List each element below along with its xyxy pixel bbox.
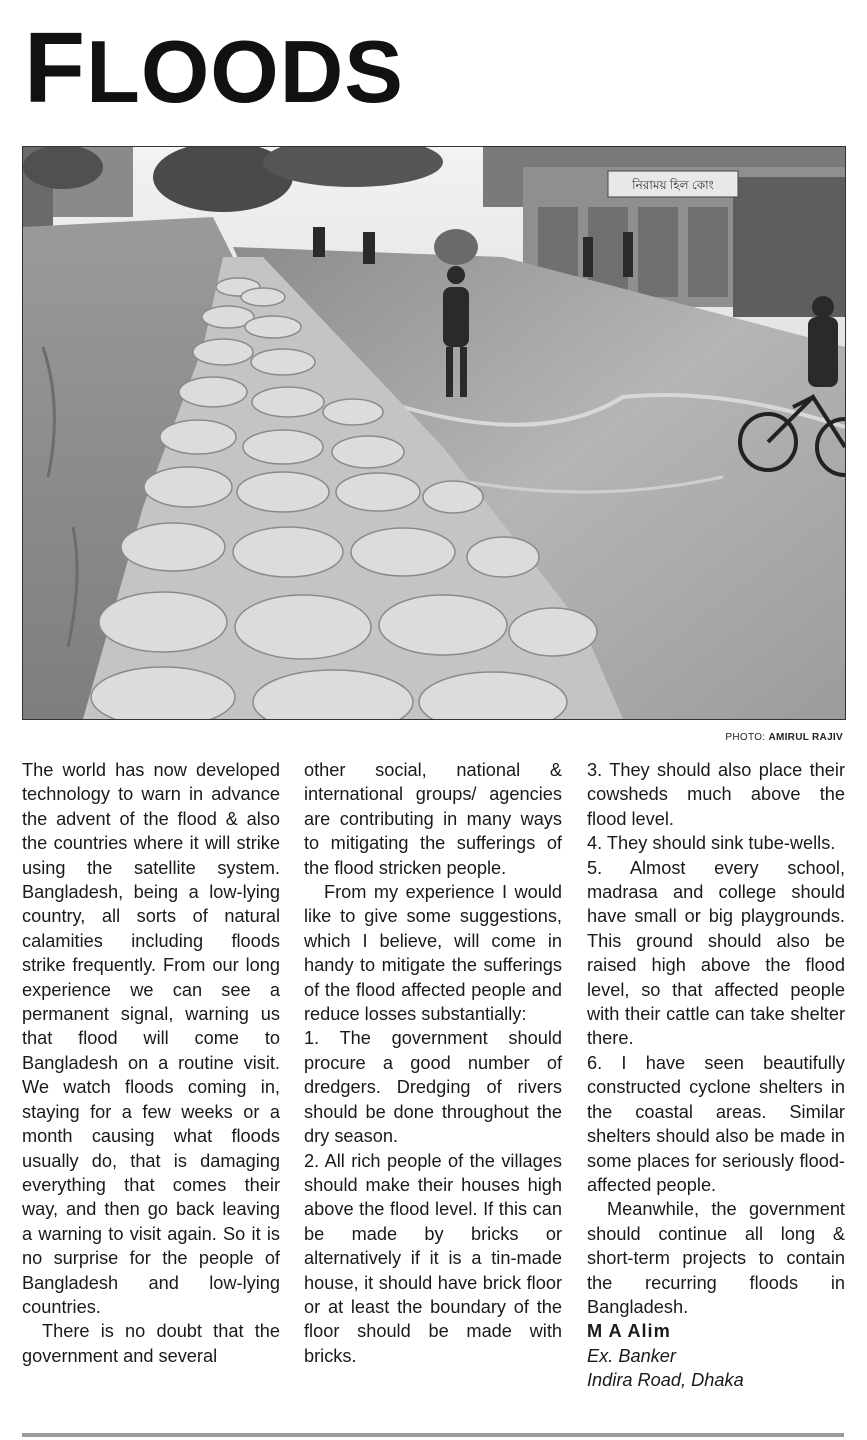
headline-initial: F: [24, 12, 87, 124]
col3-suggestion-4: 4. They should sink tube-wells.: [587, 833, 836, 854]
signature-name: M A Alim: [587, 1321, 671, 1342]
col1-paragraph-1: The world has now developed technology to warn in advance the advent of the flood & also the countries where it will strike using the satellite system. Bangladesh, being a low-lying country, all sorts of natural calamities including floods strike frequently. From our long experience we can see a permanent signal, warning us that flood will come to Bangladesh on a routine visit. We watch floods coming in, staying for a few weeks or a month causing what floods usually do, that is damaging everything that comes their way, and then go back leaving a warning to visit again. So it is no surprise for the people of Bangladesh and low-lying countries.: [22, 760, 280, 1317]
photo-credit-label: PHOTO:: [725, 732, 766, 743]
signature-address: Indira Road, Dhaka: [587, 1370, 744, 1391]
col2-suggestion-1: 1. The government should procure a good number of dredgers. Dredging of rivers should be done throughout the dry season.: [304, 1028, 562, 1147]
col3-suggestion-6: 6. I have seen beautifully constructed cyclone shelters in the coastal areas. Similar shelters should also be made in some places for seriously flood-affected people.: [587, 1052, 845, 1195]
col2-suggestion-2: 2. All rich people of the villages should make their houses high above the flood level. If this can be made by bricks or alternatively if it is a tin-made house, it should have brick floor or at least the boundary of the floor should be made with bricks.: [304, 1150, 562, 1366]
flood-photo: [22, 146, 846, 720]
headline: [24, 12, 404, 124]
col2-paragraph-1: other social, national & international groups/ agencies are contributing in many ways to mitigating the sufferings of the flood stricken people.: [304, 760, 562, 878]
article-column-1: [22, 758, 280, 1368]
headline-rest: LOODS: [86, 22, 404, 121]
col3-closing-paragraph: Meanwhile, the government should continue all long & short-term projects to contain the recurring floods in Bangladesh.: [587, 1199, 845, 1317]
bottom-rule: [22, 1433, 844, 1437]
shop-sign: নিরাময় হিল কোং: [632, 178, 714, 192]
article-column-2: [304, 758, 562, 1368]
signature-title: Ex. Banker: [587, 1345, 676, 1366]
photo-credit: [725, 732, 843, 743]
article-column-3: [587, 758, 845, 1393]
col3-suggestion-3: 3. They should also place their cowsheds much above the flood level.: [587, 760, 845, 829]
flood-scene-illustration: [23, 147, 845, 719]
col1-paragraph-2: There is no doubt that the government and several: [22, 1321, 280, 1366]
col3-suggestion-5: 5. Almost every school, madrasa and college should have small or big playgrounds. This ground should also be raised high above the flood level, so that affected people with their cattle can take shelter there.: [587, 857, 845, 1049]
photo-credit-name: AMIRUL RAJIV: [768, 732, 843, 743]
col2-paragraph-2: From my experience I would like to give some suggestions, which I believe, will come in handy to mitigate the sufferings of the flood affected people and reduce losses substantially:: [304, 882, 562, 1025]
